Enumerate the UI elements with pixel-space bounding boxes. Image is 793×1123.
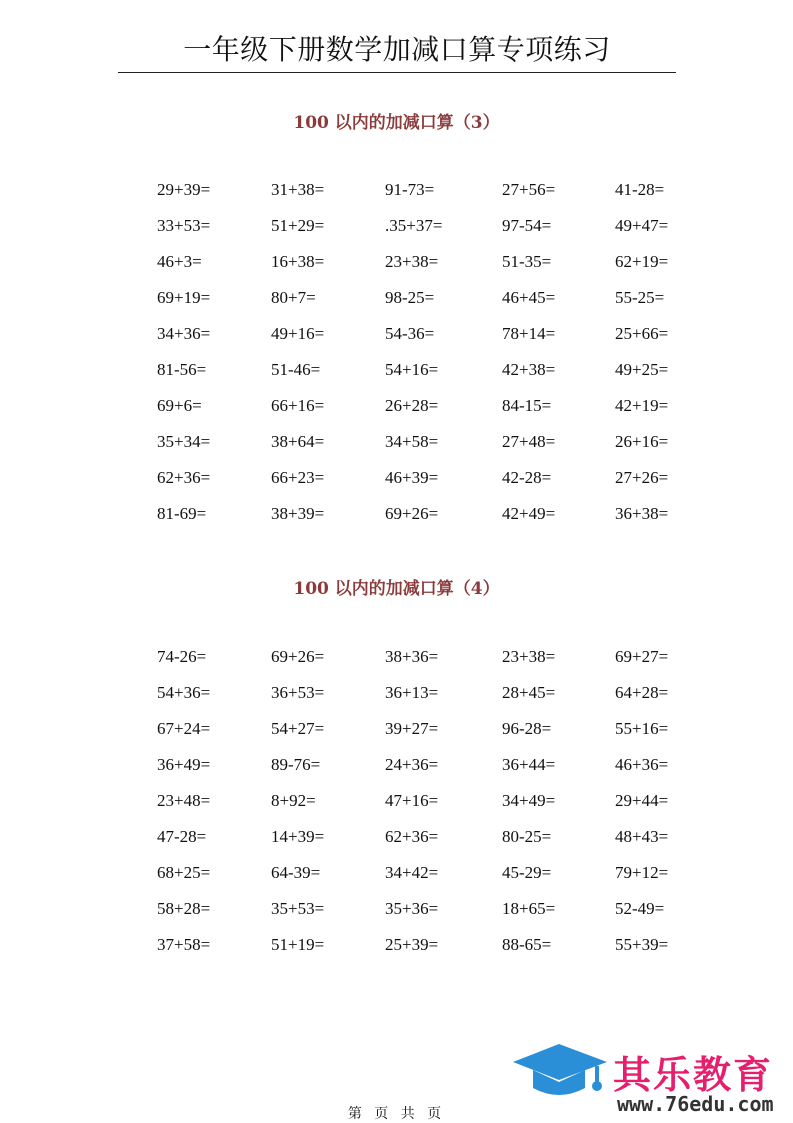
exercise-item: 98-25= <box>385 288 435 307</box>
exercise-item: 97-54= <box>502 216 552 235</box>
exercise-grid-3 <box>157 180 717 540</box>
exercise-item: 55+39= <box>615 935 669 954</box>
exercise-row <box>157 504 717 540</box>
page-footer: 第 页 共 页 <box>347 1106 446 1122</box>
exercise-item: 46+45= <box>502 288 556 307</box>
exercise-row <box>157 396 717 432</box>
exercise-item: 33+53= <box>157 216 211 235</box>
exercise-item: 42-28= <box>502 468 552 487</box>
exercise-item: 42+49= <box>502 504 556 523</box>
exercise-item: 81-69= <box>157 504 207 523</box>
exercise-item: 14+39= <box>271 827 325 846</box>
exercise-row <box>157 935 717 971</box>
brand-url: www.76edu.com <box>617 1092 774 1116</box>
exercise-item: 51+19= <box>271 935 325 954</box>
exercise-item: .35+37= <box>385 216 443 235</box>
exercise-row <box>157 827 717 863</box>
brand-name: 其乐教育 <box>613 1053 774 1097</box>
exercise-item: 49+47= <box>615 216 669 235</box>
exercise-item: 51-35= <box>502 252 552 271</box>
exercise-item: 84-15= <box>502 396 552 415</box>
exercise-item: 38+36= <box>385 647 439 666</box>
exercise-item: 34+42= <box>385 863 439 882</box>
exercise-grid-4 <box>157 647 717 971</box>
exercise-item: 24+36= <box>385 755 439 774</box>
exercise-item: 69+27= <box>615 647 669 666</box>
exercise-item: 28+45= <box>502 683 556 702</box>
exercise-item: 18+65= <box>502 899 556 918</box>
exercise-item: 31+38= <box>271 180 325 199</box>
exercise-item: 35+34= <box>157 432 211 451</box>
exercise-item: 25+66= <box>615 324 669 343</box>
exercise-item: 36+53= <box>271 683 325 702</box>
exercise-item: 66+16= <box>271 396 325 415</box>
exercise-item: 35+36= <box>385 899 439 918</box>
exercise-item: 36+38= <box>615 504 669 523</box>
exercise-item: 36+44= <box>502 755 556 774</box>
exercise-item: 27+26= <box>615 468 669 487</box>
exercise-item: 47-28= <box>157 827 207 846</box>
exercise-item: 79+12= <box>615 863 669 882</box>
exercise-item: 23+38= <box>502 647 556 666</box>
exercise-item: 74-26= <box>157 647 207 666</box>
title-divider <box>118 72 676 73</box>
exercise-item: 52-49= <box>615 899 665 918</box>
exercise-item: 46+36= <box>615 755 669 774</box>
exercise-item: 42+38= <box>502 360 556 379</box>
exercise-item: 26+16= <box>615 432 669 451</box>
exercise-item: 39+27= <box>385 719 439 738</box>
exercise-row <box>157 647 717 683</box>
exercise-item: 67+24= <box>157 719 211 738</box>
exercise-item: 58+28= <box>157 899 211 918</box>
exercise-item: 34+49= <box>502 791 556 810</box>
exercise-row <box>157 791 717 827</box>
exercise-item: 88-65= <box>502 935 552 954</box>
exercise-item: 8+92= <box>271 791 316 810</box>
exercise-item: 54-36= <box>385 324 435 343</box>
exercise-item: 29+44= <box>615 791 669 810</box>
exercise-item: 69+26= <box>271 647 325 666</box>
exercise-row <box>157 180 717 216</box>
exercise-item: 38+64= <box>271 432 325 451</box>
exercise-item: 62+36= <box>385 827 439 846</box>
brand-logo <box>511 1042 793 1117</box>
exercise-row <box>157 216 717 252</box>
exercise-row <box>157 683 717 719</box>
exercise-item: 23+48= <box>157 791 211 810</box>
exercise-item: 91-73= <box>385 180 435 199</box>
exercise-row <box>157 863 717 899</box>
exercise-item: 45-29= <box>502 863 552 882</box>
exercise-item: 51-46= <box>271 360 321 379</box>
exercise-item: 36+13= <box>385 683 439 702</box>
exercise-item: 54+36= <box>157 683 211 702</box>
exercise-item: 80+7= <box>271 288 316 307</box>
exercise-item: 64+28= <box>615 683 669 702</box>
exercise-item: 27+56= <box>502 180 556 199</box>
exercise-item: 48+43= <box>615 827 669 846</box>
exercise-item: 81-56= <box>157 360 207 379</box>
exercise-item: 35+53= <box>271 899 325 918</box>
page-title: 一年级下册数学加减口算专项练习 <box>183 33 611 66</box>
exercise-item: 89-76= <box>271 755 321 774</box>
exercise-item: 66+23= <box>271 468 325 487</box>
exercise-item: 47+16= <box>385 791 439 810</box>
exercise-item: 80-25= <box>502 827 552 846</box>
exercise-item: 41-28= <box>615 180 665 199</box>
exercise-item: 68+25= <box>157 863 211 882</box>
exercise-row <box>157 755 717 791</box>
exercise-item: 49+16= <box>271 324 325 343</box>
exercise-item: 54+16= <box>385 360 439 379</box>
exercise-item: 26+28= <box>385 396 439 415</box>
exercise-row <box>157 252 717 288</box>
exercise-item: 29+39= <box>157 180 211 199</box>
exercise-row <box>157 468 717 504</box>
exercise-item: 69+6= <box>157 396 202 415</box>
exercise-item: 64-39= <box>271 863 321 882</box>
exercise-item: 69+19= <box>157 288 211 307</box>
exercise-item: 62+36= <box>157 468 211 487</box>
exercise-row <box>157 324 717 360</box>
exercise-item: 55-25= <box>615 288 665 307</box>
exercise-row <box>157 899 717 935</box>
exercise-item: 55+16= <box>615 719 669 738</box>
exercise-row <box>157 719 717 755</box>
exercise-item: 34+58= <box>385 432 439 451</box>
exercise-item: 16+38= <box>271 252 325 271</box>
exercise-row <box>157 360 717 396</box>
section-heading-4: 100 以内的加减口算（4） <box>293 579 500 599</box>
exercise-item: 78+14= <box>502 324 556 343</box>
exercise-item: 49+25= <box>615 360 669 379</box>
exercise-item: 27+48= <box>502 432 556 451</box>
exercise-item: 34+36= <box>157 324 211 343</box>
exercise-item: 69+26= <box>385 504 439 523</box>
exercise-item: 36+49= <box>157 755 211 774</box>
exercise-item: 96-28= <box>502 719 552 738</box>
exercise-item: 38+39= <box>271 504 325 523</box>
section-heading-3: 100 以内的加减口算（3） <box>293 113 500 133</box>
exercise-item: 51+29= <box>271 216 325 235</box>
exercise-row <box>157 432 717 468</box>
graduation-cap-icon <box>511 1042 611 1102</box>
exercise-item: 23+38= <box>385 252 439 271</box>
exercise-item: 46+3= <box>157 252 202 271</box>
exercise-item: 46+39= <box>385 468 439 487</box>
exercise-item: 62+19= <box>615 252 669 271</box>
exercise-item: 54+27= <box>271 719 325 738</box>
exercise-item: 37+58= <box>157 935 211 954</box>
exercise-item: 25+39= <box>385 935 439 954</box>
exercise-row <box>157 288 717 324</box>
exercise-item: 42+19= <box>615 396 669 415</box>
